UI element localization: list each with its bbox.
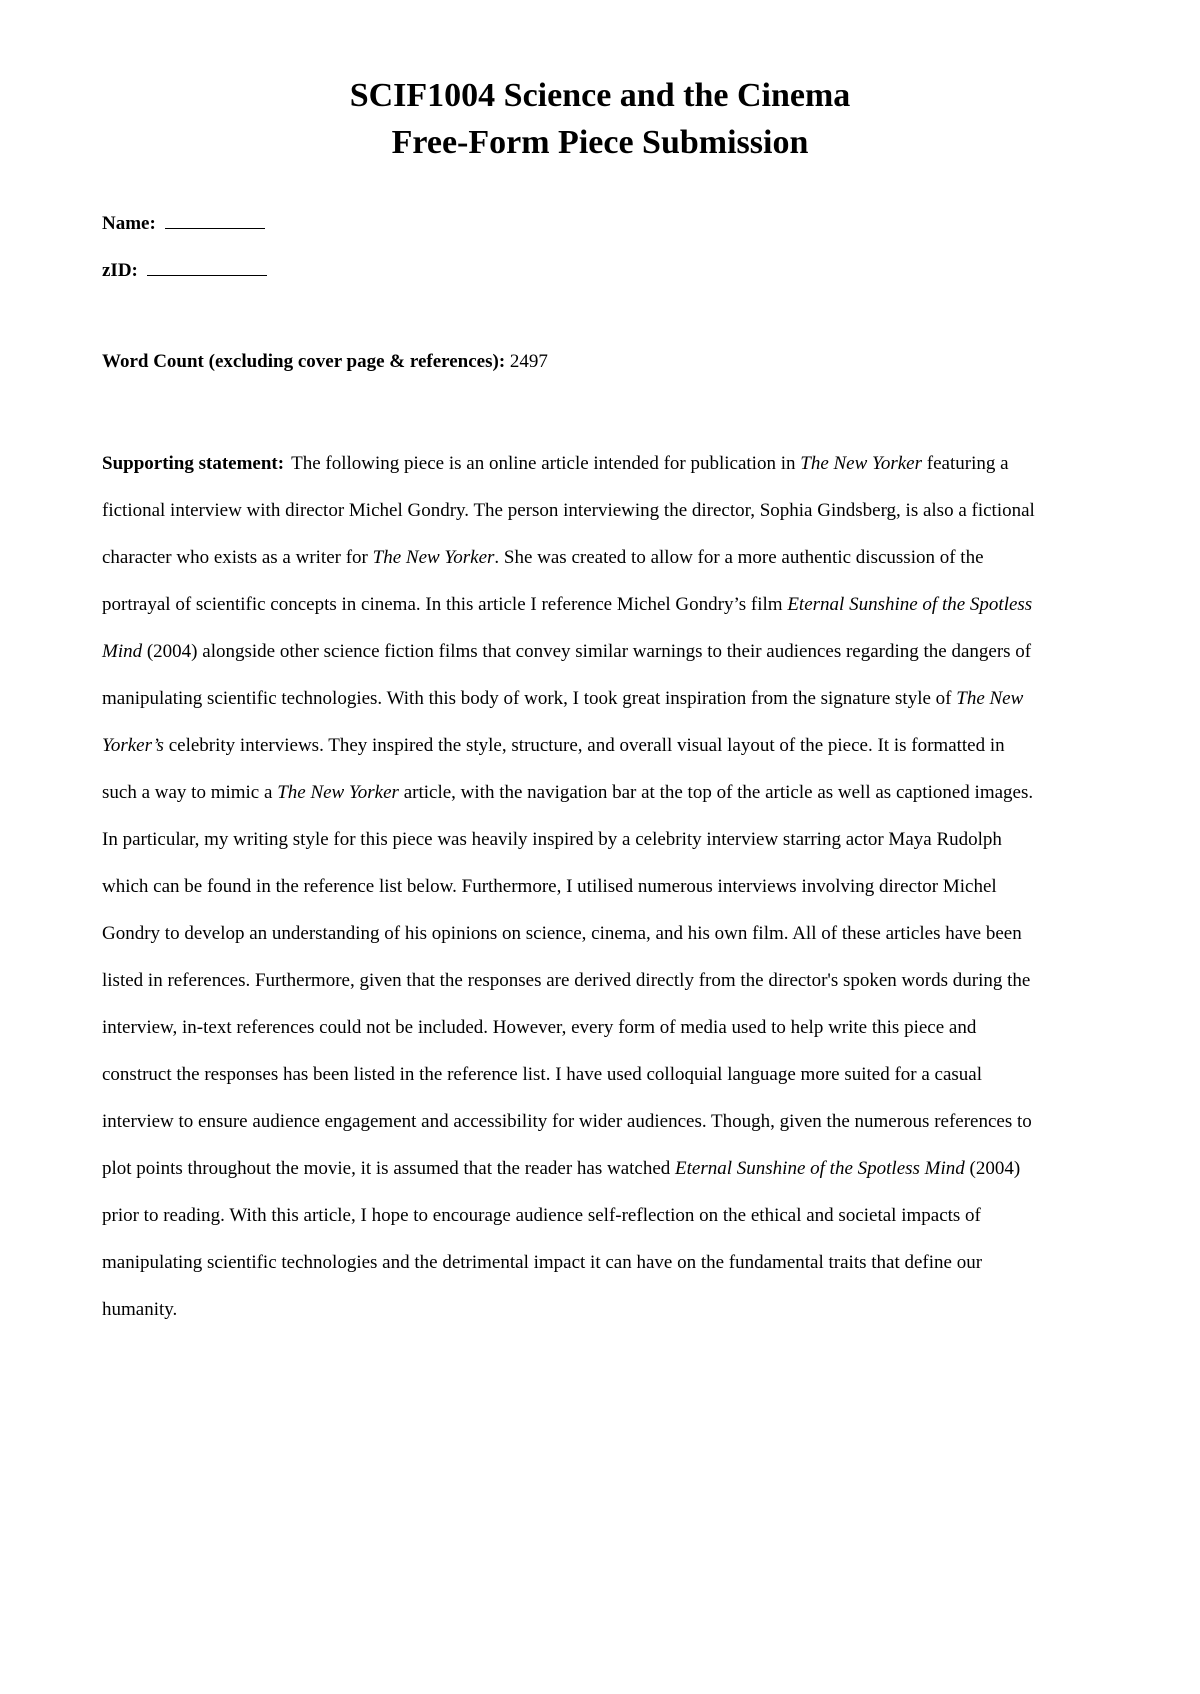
statement-text: (2004) alongside other science fiction films that convey similar warnings to their audiences regarding the dangers of bbox=[142, 641, 1032, 662]
statement-text: manipulating scientific technologies and the detrimental impact it can have on the fundamental traits that define our bbox=[102, 1252, 983, 1273]
statement-text: interview, in-text references could not be included. However, every form of media used to help write this piece and bbox=[102, 1017, 977, 1038]
name-blank bbox=[165, 210, 265, 229]
statement-text: which can be found in the reference list below. Furthermore, I utilised numerous interviews involving director Michel bbox=[102, 876, 997, 897]
statement-text: prior to reading. With this article, I hope to encourage audience self-reflection on the ethical and societal impacts of bbox=[102, 1205, 981, 1226]
name-label: Name: bbox=[102, 213, 156, 234]
italic-title-text: Yorker’s bbox=[102, 735, 164, 756]
statement-text: Gondry to develop an understanding of his opinions on science, cinema, and his own film. All of these articles have been bbox=[102, 923, 1022, 944]
statement-line bbox=[102, 816, 1100, 863]
zid-blank bbox=[147, 257, 267, 276]
italic-title-text: Eternal Sunshine of the Spotless Mind bbox=[675, 1158, 965, 1179]
statement-text: In particular, my writing style for this piece was heavily inspired by a celebrity interview starring actor Maya Rudolph bbox=[102, 829, 1002, 850]
statement-line bbox=[102, 440, 1100, 487]
statement-line bbox=[102, 722, 1100, 769]
statement-line bbox=[102, 675, 1100, 722]
statement-text: construct the responses has been listed in the reference list. I have used colloquial language more suited for a casual bbox=[102, 1064, 983, 1085]
statement-text: plot points throughout the movie, it is assumed that the reader has watched bbox=[102, 1158, 676, 1179]
word-count-label: Word Count (excluding cover page & references): bbox=[102, 351, 506, 372]
statement-line bbox=[102, 1051, 1100, 1098]
word-count bbox=[102, 350, 548, 374]
statement-text: (2004) bbox=[964, 1158, 1021, 1179]
statement-text: such a way to mimic a bbox=[102, 782, 278, 803]
statement-text: listed in references. Furthermore, given that the responses are derived directly from the director's spoken words during the bbox=[102, 970, 1031, 991]
statement-line bbox=[102, 1004, 1100, 1051]
statement-line bbox=[102, 1145, 1100, 1192]
statement-line bbox=[102, 581, 1100, 628]
statement-text: portrayal of scientific concepts in cinema. In this article I reference Michel Gondry’s film bbox=[102, 594, 788, 615]
statement-line bbox=[102, 769, 1100, 816]
title-submission: Free-Form Piece Submission bbox=[391, 124, 809, 161]
statement-line bbox=[102, 910, 1100, 957]
supporting-label: Supporting statement: bbox=[102, 453, 285, 474]
zid-field bbox=[102, 257, 267, 283]
statement-line bbox=[102, 487, 1100, 534]
italic-title-text: The New Yorker bbox=[277, 782, 399, 803]
statement-line bbox=[102, 863, 1100, 910]
statement-text: humanity. bbox=[102, 1299, 178, 1320]
italic-title-text: Mind bbox=[102, 641, 143, 662]
statement-text: interview to ensure audience engagement and accessibility for wider audiences. Though, given the numerous references to bbox=[102, 1111, 1032, 1132]
statement-text: character who exists as a writer for bbox=[102, 547, 373, 568]
zid-label: zID: bbox=[102, 260, 138, 281]
statement-line bbox=[102, 1192, 1100, 1239]
statement-text: . She was created to allow for a more authentic discussion of the bbox=[494, 547, 984, 568]
title-course: SCIF1004 Science and the Cinema bbox=[349, 77, 851, 114]
statement-text: The following piece is an online article intended for publication in bbox=[291, 453, 801, 474]
statement-text: celebrity interviews. They inspired the style, structure, and overall visual layout of the piece. It is formatted in bbox=[163, 735, 1005, 756]
statement-line bbox=[102, 1286, 1100, 1333]
statement-text: featuring a bbox=[922, 453, 1009, 474]
word-count-value: 2497 bbox=[509, 351, 548, 372]
italic-title-text: The New Yorker bbox=[372, 547, 495, 568]
italic-title-text: The New bbox=[956, 688, 1024, 709]
statement-line bbox=[102, 1098, 1100, 1145]
supporting-statement bbox=[102, 440, 1100, 1333]
statement-text: fictional interview with director Michel Gondry. The person interviewing the director, Sophia Gindsberg, is also a fictional bbox=[102, 500, 1035, 521]
italic-title-text: Eternal Sunshine of the Spotless bbox=[787, 594, 1033, 615]
italic-title-text: The New Yorker bbox=[800, 453, 923, 474]
statement-line bbox=[102, 957, 1100, 1004]
name-field bbox=[102, 210, 265, 236]
statement-line bbox=[102, 534, 1100, 581]
statement-line bbox=[102, 1239, 1100, 1286]
statement-text: article, with the navigation bar at the top of the article as well as captioned images. bbox=[398, 782, 1034, 803]
statement-line bbox=[102, 628, 1100, 675]
statement-text: manipulating scientific technologies. With this body of work, I took great inspiration from the signature style of bbox=[102, 688, 957, 709]
page-title bbox=[0, 72, 1200, 166]
